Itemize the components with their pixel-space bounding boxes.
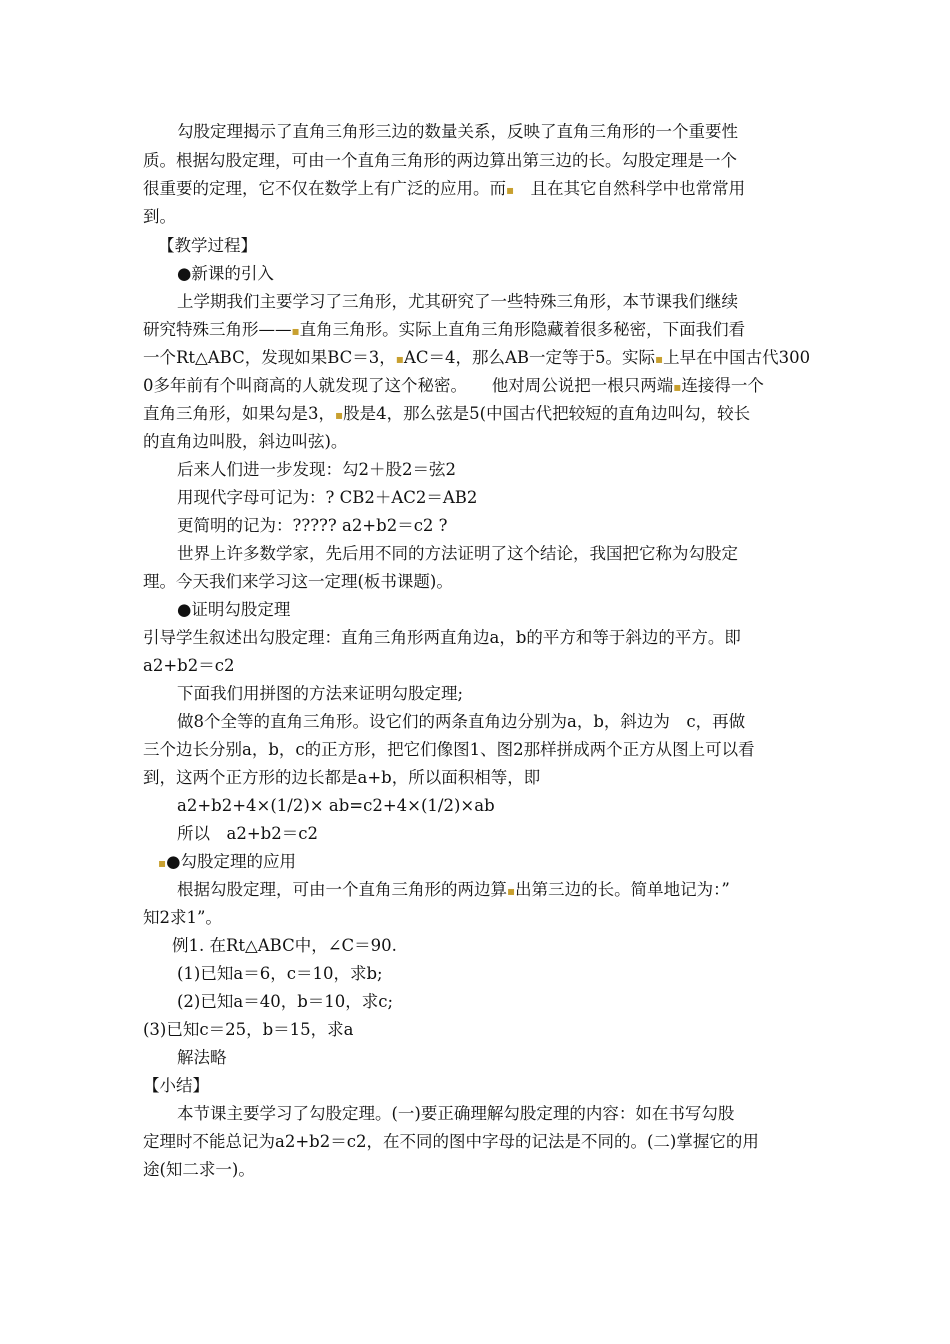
- p1-line-2: 研究特殊三角形——▪直角三角形。实际上直角三角形隐藏着很多秘密，下面我们看: [143, 320, 746, 339]
- solution-omitted: 解法略: [177, 1048, 227, 1067]
- p1-line-6: 的直角边叫股，斜边叫弦)。: [143, 432, 348, 451]
- marker-dot: ▪: [335, 408, 344, 422]
- make-line-2: 三个边长分别a，b，c的正方形，把它们像图1、图2那样拼成两个正方从图上可以看: [143, 740, 755, 759]
- guide-line-1: 引导学生叙述出勾股定理：直角三角形两直角边a，b的平方和等于斜边的平方。即: [143, 628, 741, 647]
- intro-line-1: 勾股定理揭示了直角三角形三边的数量关系，反映了直角三角形的一个重要性: [177, 122, 738, 141]
- below-line: 下面我们用拼图的方法来证明勾股定理;: [177, 684, 464, 703]
- marker-dot: ▪: [506, 183, 515, 197]
- marker-dot: ▪: [158, 856, 167, 870]
- summary-line-1: 本节课主要学习了勾股定理。(一)要正确理解勾股定理的内容：如在书写勾股: [177, 1104, 735, 1123]
- section-new-lesson: ●新课的引入: [177, 264, 274, 283]
- p1-line-1: 上学期我们主要学习了三角形，尤其研究了一些特殊三角形，本节课我们继续: [177, 292, 738, 311]
- marker-dot: ▪: [291, 324, 300, 338]
- question-1: (1)已知a＝6，c＝10，求b;: [177, 964, 383, 983]
- make-line-3: 到，这两个正方形的边长都是a+b，所以面积相等，即: [143, 768, 541, 787]
- section-application: ▪●勾股定理的应用: [158, 852, 297, 871]
- area-formula: a2+b2+4×(1/2)× ab=c2+4×(1/2)×ab: [177, 796, 495, 815]
- heading-teaching-process: 【教学过程】: [158, 236, 257, 255]
- later-discovery: 后来人们进一步发现：勾2＋股2＝弦2: [177, 460, 456, 479]
- modern-notation: 用现代字母可记为：? CB2＋AC2＝AB2: [177, 488, 478, 507]
- guide-line-2: a2+b2＝c2: [143, 656, 235, 675]
- make-line-1: 做8个全等的直角三角形。设它们的两条直角边分别为a，b，斜边为 c，再做: [177, 712, 746, 731]
- simpler-notation: 更简明的记为：????? a2+b2＝c2 ?: [177, 516, 448, 535]
- question-3: (3)已知c＝25，b＝15，求a: [143, 1020, 354, 1039]
- p3-line-1: 根据勾股定理，可由一个直角三角形的两边算▪出第三边的长。简单地记为：”: [177, 880, 730, 899]
- summary-line-3: 途(知二求一)。: [143, 1160, 255, 1179]
- p2-line-1: 世界上许多数学家，先后用不同的方法证明了这个结论，我国把它称为勾股定: [177, 544, 738, 563]
- p1-line-3: 一个Rt△ABC，发现如果BC＝3，▪AC＝4，那么AB一定等于5。实际▪上早在中国古代300: [143, 348, 811, 367]
- p1-line-5: 直角三角形，如果勾是3，▪股是4，那么弦是5(中国古代把较短的直角边叫勾，较长: [143, 404, 751, 423]
- intro-line-2: 质。根据勾股定理，可由一个直角三角形的两边算出第三边的长。勾股定理是一个: [143, 151, 737, 170]
- p2-line-2: 理。今天我们来学习这一定理(板书课题)。: [143, 572, 453, 591]
- p3-line-2: 知2求1”。: [143, 908, 222, 927]
- summary-line-2: 定理时不能总记为a2+b2＝c2，在不同的图中字母的记法是不同的。(二)掌握它的用: [143, 1132, 759, 1151]
- conclusion-formula: 所以 a2+b2＝c2: [177, 824, 318, 843]
- section-proof: ●证明勾股定理: [177, 600, 291, 619]
- marker-dot: ▪: [395, 352, 404, 366]
- marker-dot: ▪: [507, 884, 516, 898]
- intro-line-4: 到。: [143, 207, 176, 226]
- marker-dot: ▪: [673, 380, 682, 394]
- question-2: (2)已知a＝40，b＝10，求c;: [177, 992, 394, 1011]
- heading-summary: 【小结】: [143, 1076, 209, 1095]
- example-1: 例1. 在Rt△ABC中，∠C＝90.: [172, 936, 397, 955]
- intro-line-3: 很重要的定理，它不仅在数学上有广泛的应用。而▪ 且在其它自然科学中也常常用: [143, 179, 746, 198]
- p1-line-4: 0多年前有个叫商高的人就发现了这个秘密。 他对周公说把一根只两端▪连接得一个: [143, 376, 764, 395]
- marker-dot: ▪: [655, 352, 664, 366]
